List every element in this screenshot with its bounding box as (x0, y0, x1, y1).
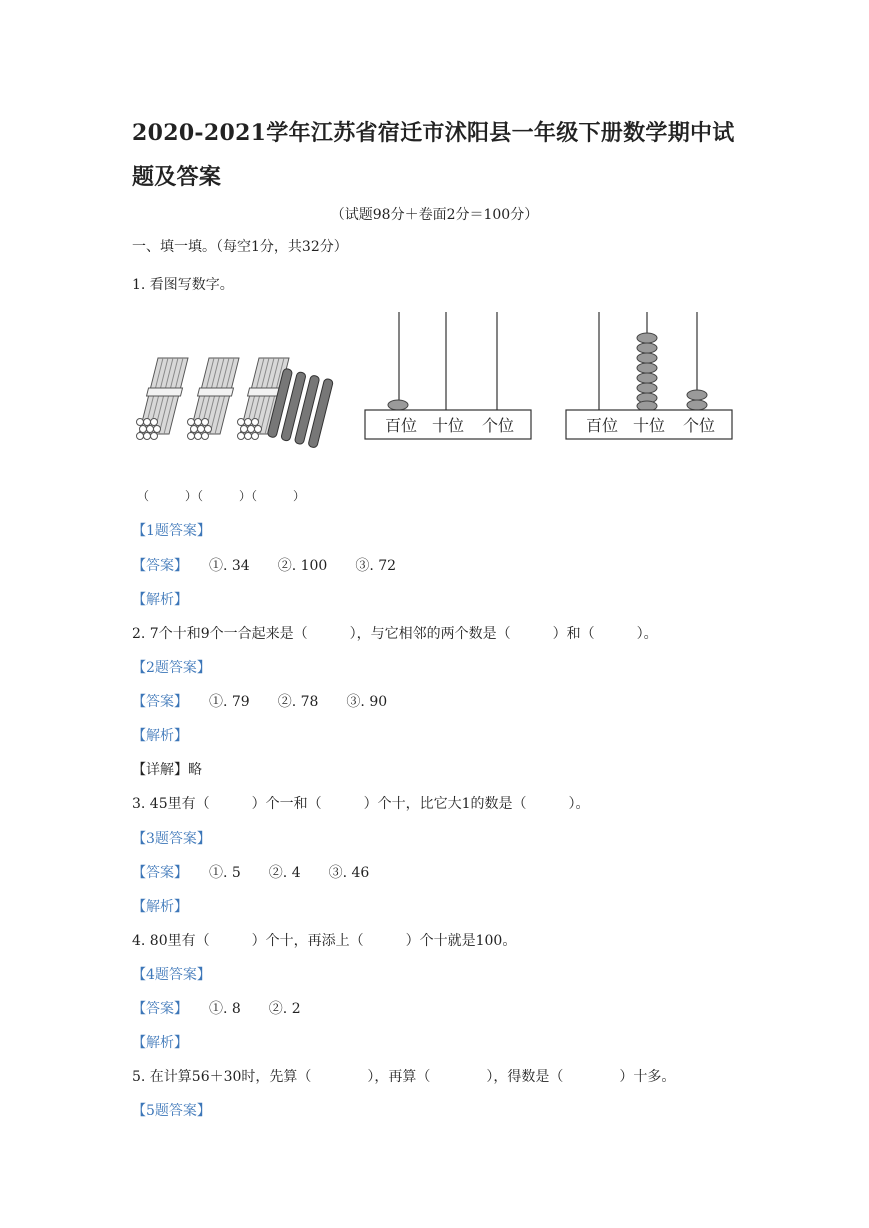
q4-analysis: 【解析】 (132, 1035, 188, 1051)
q4-answer-row (132, 1000, 301, 1018)
q2-answer-row (132, 693, 387, 711)
score-subtitle: （试题98分＋卷面2分＝100分） (330, 207, 539, 223)
q1-analysis: 【解析】 (132, 592, 188, 608)
answer-tag: 【答案】 (132, 1001, 181, 1017)
abacus-label: 个位 (683, 416, 716, 435)
abacus-label: 个位 (482, 416, 515, 435)
q2-answer-values: ①. 79 ②. 78 ③. 90 (209, 694, 388, 710)
section-heading: 一、填一填。（每空1分，共32分） (132, 239, 348, 255)
abacus-bead (687, 400, 707, 410)
answer-tag: 【答案】 (132, 865, 181, 881)
abacus-bead (637, 363, 657, 373)
abacus-label: 十位 (432, 416, 465, 435)
q3-answer-header: 【3题答案】 (132, 831, 211, 847)
stick-bundle-icon (188, 358, 242, 440)
abacus-label: 百位 (586, 416, 619, 435)
document-title-line2: 题及答案 (132, 164, 222, 190)
answer-tag: 【答案】 (132, 694, 181, 710)
q4-answer-values: ①. 8 ②. 2 (209, 1001, 301, 1017)
q5-answer-header: 【5题答案】 (132, 1103, 211, 1119)
q1-answer-header: 【1题答案】 (132, 523, 211, 539)
q3-answer-row (132, 864, 369, 882)
q2-analysis: 【解析】 (132, 728, 188, 744)
q2-answer-header: 【2题答案】 (132, 660, 211, 676)
q3-answer-values: ①. 5 ②. 4 ③. 46 (209, 865, 370, 881)
stick-bundle-icon (137, 358, 191, 440)
q3-text: 3. 45里有（ ）个一和（ ）个十，比它大1的数是（ ）。 (132, 796, 590, 812)
abacus-bead (687, 390, 707, 400)
q5-text: 5. 在计算56＋30时，先算（ ），再算（ ），得数是（ ）十多。 (132, 1069, 676, 1085)
abacus-bead (637, 343, 657, 353)
answer-tag: 【答案】 (132, 558, 181, 574)
document-title-line1: 2020-2021学年江苏省宿迁市沭阳县一年级下册数学期中试 (132, 120, 735, 146)
q1-answer-row (132, 557, 396, 575)
abacus-bead (637, 383, 657, 393)
q1-text: 1. 看图写数字。 (132, 277, 234, 293)
q1-answer-values: ①. 34 ②. 100 ③. 72 (209, 558, 397, 574)
q3-analysis: 【解析】 (132, 899, 188, 915)
abacus-label: 十位 (633, 416, 666, 435)
q4-text: 4. 80里有（ ）个十，再添上（ ）个十就是100。 (132, 933, 517, 949)
q1-blanks: （ ）（ ）（ ） (137, 489, 306, 503)
abacus-bead (637, 353, 657, 363)
q2-text: 2. 7个十和9个一合起来是（ ），与它相邻的两个数是（ ）和（ ）。 (132, 626, 658, 642)
abacus-label: 百位 (385, 416, 418, 435)
abacus-bead (637, 333, 657, 343)
q4-answer-header: 【4题答案】 (132, 967, 211, 983)
q2-detail: 【详解】略 (132, 762, 202, 778)
abacus-2 (566, 312, 732, 439)
abacus-bead (388, 400, 408, 410)
q1-figure (126, 308, 746, 448)
abacus-bead (637, 373, 657, 383)
abacus-1 (365, 312, 531, 439)
